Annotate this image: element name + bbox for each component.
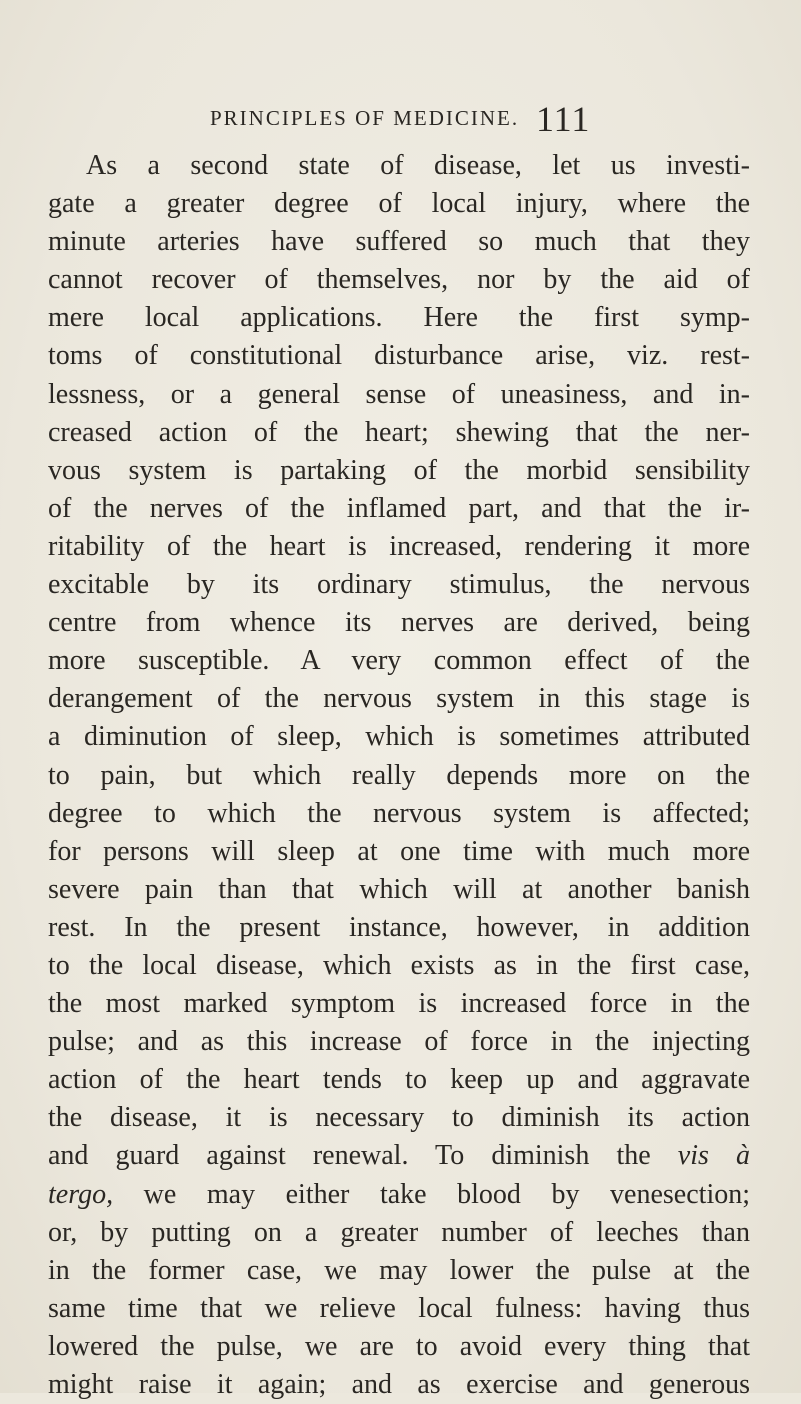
text-line: As a second state of disease, let us investi- (86, 150, 750, 181)
running-head (48, 100, 750, 140)
text-line: of the nerves of the inflamed part, and that the ir- (48, 492, 750, 524)
text-line: centre from whence its nerves are derived, being (48, 607, 750, 639)
text-line: for persons will sleep at one time with much more (48, 835, 750, 867)
text-line: same time that we relieve local fulness: having thus (48, 1292, 750, 1324)
text-line: cannot recover of themselves, nor by the aid of (48, 264, 750, 296)
text-line: to the local disease, which exists as in the first case, (48, 949, 750, 981)
text-line: severe pain than that which will at another banish (48, 873, 750, 905)
text-segment: we may either take blood by venesection; (113, 1178, 750, 1210)
running-title: PRINCIPLES OF MEDICINE. (210, 106, 520, 130)
text-line: the most marked symptom is increased force in the (48, 988, 750, 1020)
text-line: to pain, but which really depends more on the (48, 759, 750, 791)
text-line (48, 1137, 750, 1175)
text-line: excitable by its ordinary stimulus, the nervous (48, 569, 750, 601)
text-line: derangement of the nervous system in this stage is (48, 683, 750, 715)
text-line: pulse; and as this increase of force in the injecting (48, 1026, 750, 1058)
text-line: gate a greater degree of local injury, where the (48, 188, 750, 220)
text-line: mere local applications. Here the first symp- (48, 302, 750, 334)
text-line: or, by putting on a greater number of leeches than (48, 1216, 750, 1248)
italic-phrase: vis à (677, 1140, 750, 1172)
text-line: degree to which the nervous system is affected; (48, 797, 750, 829)
text-line: rest. In the present instance, however, in addition (48, 911, 750, 943)
text-line: toms of constitutional disturbance arise, viz. rest- (48, 340, 750, 372)
text-line: lowered the pulse, we are to avoid every thing that (48, 1330, 750, 1362)
text-line: creased action of the heart; shewing that the ner- (48, 416, 750, 448)
text-line: lessness, or a general sense of uneasiness, and in- (48, 378, 750, 410)
text-line: ritability of the heart is increased, rendering it more (48, 530, 750, 562)
text-line: in the former case, we may lower the pulse at the (48, 1254, 750, 1286)
text-line: the disease, it is necessary to diminish its action (48, 1102, 750, 1134)
text-line: vous system is partaking of the morbid sensibility (48, 454, 750, 486)
text-line: minute arteries have suffered so much that they (48, 226, 750, 258)
text-line (48, 1176, 750, 1214)
italic-phrase: tergo, (48, 1178, 114, 1210)
text-line: more susceptible. A very common effect of the (48, 645, 750, 677)
page-number: 111 (536, 99, 591, 139)
text-line: action of the heart tends to keep up and aggravate (48, 1064, 750, 1096)
text-segment: and guard against renewal. To diminish the (48, 1140, 651, 1172)
text-line: might raise it again; and as exercise and generous (48, 1369, 750, 1400)
text-line: a diminution of sleep, which is sometimes attributed (48, 721, 750, 753)
body-text (48, 147, 750, 1404)
